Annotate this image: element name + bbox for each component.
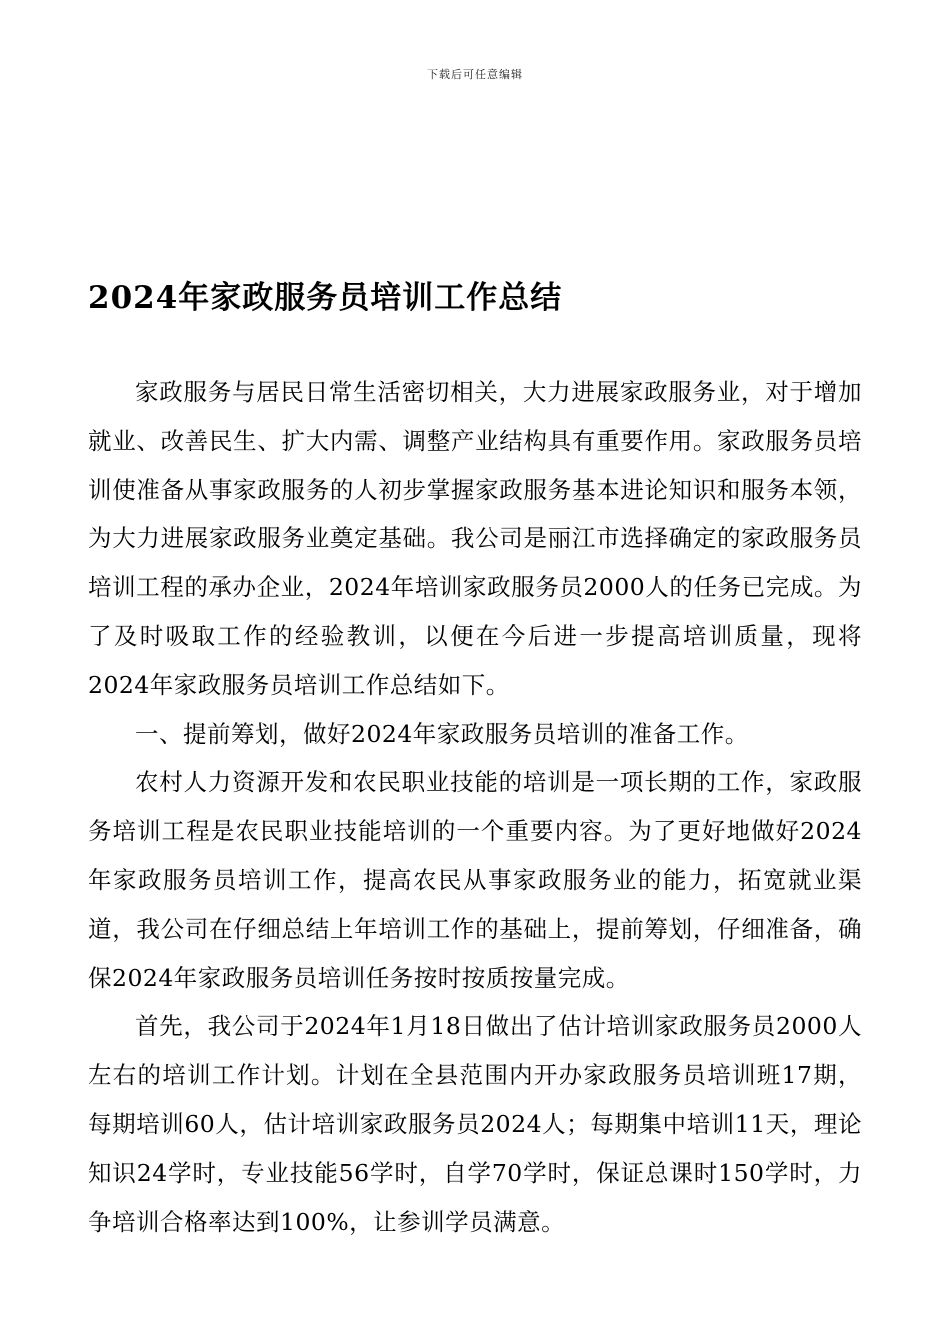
paragraph-section-1: 农村人力资源开发和农民职业技能的培训是一项长期的工作，家政服务培训工程是农民职业技能培训的一个重要内容。为了更好地做好2024年家政服务员培训工作，提高农民从事家政服务业的能力，拓宽就业渠道，我公司在仔细总结上年培训工作的基础上，提前筹划，仔细准备，确保2024年家政服务员培训任务按时按质按量完成。 (88, 768, 862, 992)
paragraph-intro: 家政服务与居民日常生活密切相关，大力进展家政服务业，对于增加就业、改善民生、扩大内需、调整产业结构具有重要作用。家政服务员培训使准备从事家政服务的人初步掌握家政服务基本进论知识和服务本领，为大力进展家政服务业奠定基础。我公司是丽江市选择确定的家政服务员培训工程的承办企业，2024年培训家政服务员2000人的任务已完成。为了及时吸取工作的经验教训，以便在今后进一步提高培训质量，现将2024年家政服务员培训工作总结如下。 (88, 378, 862, 699)
section-heading-1: 一、提前筹划，做好2024年家政服务员培训的准备工作。 (135, 719, 749, 748)
document-title: 2024年家政服务员培训工作总结 (88, 280, 563, 316)
paragraph-plan: 首先，我公司于2024年1月18日做出了估计培训家政服务员2000人左右的培训工作计划。计划在全县范围内开办家政服务员培训班17期，每期培训60人，估计培训家政服务员2024人；每期集中培训11天，理论知识24学时，专业技能56学时，自学70学时，保证总课时150学时，力争培训合格率达到100%，让参训学员满意。 (88, 1012, 862, 1236)
header-note: 下载后可任意编辑 (427, 68, 523, 81)
document-body (88, 368, 862, 1246)
